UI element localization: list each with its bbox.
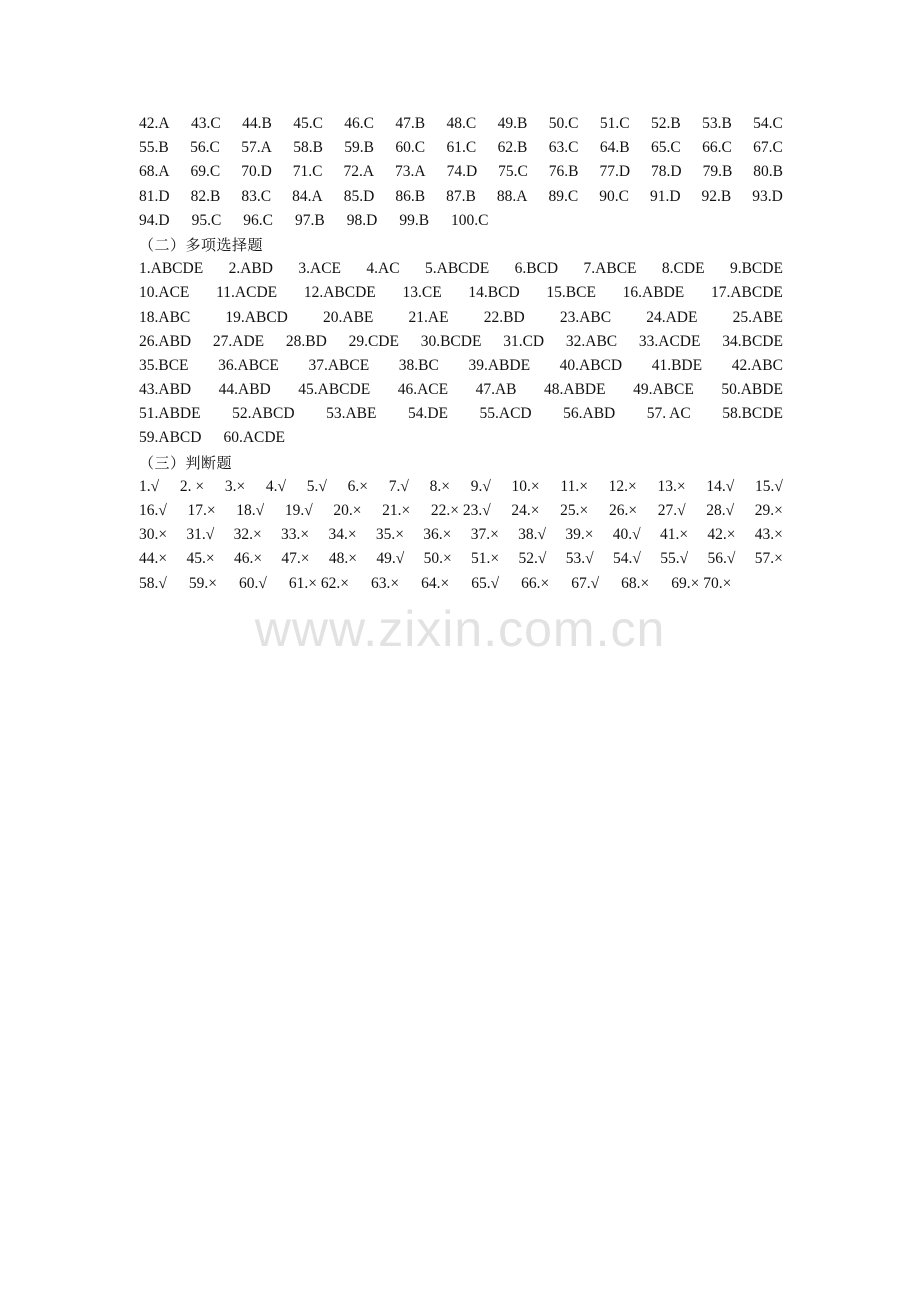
answer-line	[139, 547, 783, 571]
true-false-heading: （三）判断题	[139, 453, 233, 472]
answer-item: 58.BCDE	[722, 405, 783, 423]
answer-item: 43.C	[190, 115, 221, 132]
answer-item: 10.ACE	[139, 284, 190, 302]
answer-item: 56.√	[707, 550, 736, 568]
answer-item: 87.B	[446, 187, 476, 205]
answer-item: 81.D	[139, 187, 170, 205]
answer-item: 48.ABDE	[544, 381, 606, 399]
answer-item: 13.CE	[402, 284, 442, 302]
answer-item: 8.CDE	[661, 260, 705, 278]
answer-item: 99.B	[399, 211, 430, 229]
answer-item: 30.×	[139, 526, 168, 544]
answer-item: 36.ABCE	[218, 356, 279, 374]
answer-item: 1.ABCDE	[139, 260, 204, 278]
answer-item: 18.√	[236, 502, 265, 519]
answer-item: 57.×	[754, 550, 783, 568]
answer-item: 35.BCE	[139, 356, 189, 374]
answer-item: 52.√	[518, 550, 547, 568]
answer-item: 7.ABCE	[583, 260, 637, 278]
answer-item: 74.D	[446, 163, 478, 181]
answer-item: 50.×	[423, 550, 452, 568]
answer-item: 46.×	[233, 550, 263, 568]
answer-item: 80.B	[753, 163, 783, 181]
answer-item: 42.A	[139, 115, 170, 132]
answer-line	[139, 136, 783, 160]
answer-item: 93.D	[752, 187, 783, 205]
answer-item: 50.ABDE	[721, 381, 783, 399]
answer-item: 31.√	[186, 526, 215, 544]
answer-item: 70.D	[241, 163, 272, 181]
answer-item: 60.C	[395, 139, 426, 157]
answer-item: 40.ABCD	[559, 356, 623, 374]
answer-item: 4.√	[265, 477, 287, 495]
answer-item: 33.×	[281, 526, 310, 544]
answer-item: 32.×	[233, 526, 262, 544]
answer-item: 48.×	[328, 550, 357, 568]
answer-item: 59.ABCD	[139, 429, 202, 447]
answer-item: 55.B	[139, 139, 169, 157]
answer-item: 37.×	[470, 526, 499, 544]
answer-item: 72.A	[343, 163, 375, 181]
answer-item: 3.×	[224, 477, 246, 495]
answer-item: 53.B	[702, 115, 732, 132]
answer-item: 55.√	[660, 550, 689, 568]
answer-item: 58.√	[139, 574, 167, 592]
answer-item: 76.B	[548, 163, 579, 181]
answer-line	[139, 523, 783, 547]
answer-item: 90.C	[599, 187, 629, 205]
answer-item: 2. ×	[179, 477, 205, 495]
answer-item: 53.√	[565, 550, 594, 568]
answer-item: 100.C	[451, 211, 489, 229]
answer-item: 57. AC	[646, 405, 691, 423]
answer-item: 20.×	[333, 502, 362, 519]
answer-item: 71.C	[292, 163, 323, 181]
answer-item: 86.B	[395, 187, 426, 205]
answer-item: 23.ABC	[559, 308, 612, 326]
answer-item: 77.D	[599, 163, 631, 181]
answer-item: 9.√	[470, 477, 491, 495]
answer-item: 56.ABD	[563, 405, 616, 423]
answer-item: 45.×	[186, 550, 215, 568]
answer-line	[139, 402, 783, 426]
answer-item: 82.B	[190, 187, 221, 205]
answer-item: 94.D	[139, 211, 170, 229]
answer-item: 15.BCE	[546, 284, 596, 302]
answer-item: 64.×	[421, 574, 450, 592]
answer-item: 31.CD	[503, 332, 545, 350]
answer-item: 6.BCD	[514, 260, 559, 278]
answer-item: 12.×	[608, 477, 637, 495]
answer-line	[139, 499, 783, 523]
answer-item: 32.ABC	[565, 332, 618, 350]
answer-item: 65.√	[471, 574, 500, 592]
answer-item: 14.BCD	[468, 284, 520, 302]
answer-item: 84.A	[292, 187, 323, 205]
answer-item: 83.C	[241, 187, 272, 205]
answer-item: 28.√	[706, 502, 735, 519]
answer-item: 39.×	[565, 526, 594, 544]
answer-item: 61.× 62.×	[288, 574, 350, 592]
answer-item: 42.ABC	[731, 356, 783, 374]
answer-item: 47.AB	[475, 381, 517, 399]
answer-line	[139, 281, 783, 305]
answer-item: 51.×	[471, 550, 500, 568]
answer-item: 19.√	[284, 502, 313, 519]
answer-item: 38.√	[518, 526, 547, 544]
answer-item: 97.B	[295, 211, 325, 229]
answer-item: 68.A	[139, 163, 170, 181]
answer-item: 67.C	[753, 139, 783, 157]
answer-item: 34.BCDE	[722, 332, 783, 350]
answer-item: 51.C	[599, 115, 630, 132]
answer-item: 60.ACDE	[223, 429, 286, 447]
answer-item: 11.ACDE	[216, 284, 278, 302]
answer-item: 27.ADE	[212, 332, 265, 350]
single-choice-section	[139, 112, 783, 233]
answer-item: 60.√	[239, 574, 267, 592]
answer-item: 7.√	[388, 477, 409, 495]
answer-line	[139, 572, 783, 596]
answer-line	[139, 160, 783, 184]
answer-item: 35.×	[375, 526, 404, 544]
answer-item: 24.×	[511, 502, 540, 519]
answer-line	[139, 185, 783, 209]
answer-item: 5.ABCDE	[425, 260, 490, 278]
answer-item: 25.×	[560, 502, 589, 519]
answer-item: 44.B	[242, 115, 272, 132]
answer-line	[139, 257, 783, 281]
answer-item: 54.√	[612, 550, 641, 568]
answer-item: 37.ABCE	[308, 356, 370, 374]
answer-item: 49.B	[497, 115, 528, 132]
answer-item: 65.C	[650, 139, 681, 157]
answer-item: 67.√	[571, 574, 600, 592]
answer-item: 25.ABE	[732, 308, 783, 326]
answer-item: 1.√	[139, 477, 160, 495]
answer-item: 96.C	[243, 211, 274, 229]
answer-item: 47.B	[395, 115, 426, 132]
answer-item: 69.C	[190, 163, 221, 181]
answer-line	[139, 330, 783, 354]
answer-item: 6.×	[347, 477, 369, 495]
answer-item: 79.B	[702, 163, 733, 181]
answer-item: 19.ABCD	[225, 308, 288, 326]
answer-item: 50.C	[548, 115, 579, 132]
answer-item: 54.C	[753, 115, 783, 132]
answer-item: 46.C	[344, 115, 375, 132]
answer-item: 28.BD	[285, 332, 327, 350]
answer-item: 58.B	[293, 139, 323, 157]
answer-item: 22.BD	[483, 308, 525, 326]
answer-item: 18.ABC	[139, 308, 191, 326]
answer-item: 56.C	[190, 139, 220, 157]
answer-item: 26.ABD	[139, 332, 192, 350]
answer-item: 4.AC	[366, 260, 400, 278]
answer-item: 53.ABE	[326, 405, 377, 423]
answer-item: 49.ABCE	[633, 381, 694, 399]
answer-item: 34.×	[328, 526, 357, 544]
multiple-choice-heading: （二）多项选择题	[139, 235, 264, 254]
answer-item: 17.×	[187, 502, 216, 519]
answer-item: 11.×	[560, 477, 588, 495]
answer-item: 95.C	[191, 211, 222, 229]
answer-item: 3.ACE	[298, 260, 341, 278]
answer-line	[139, 426, 783, 450]
answer-item: 55.ACD	[479, 405, 532, 423]
answer-item: 63.×	[371, 574, 400, 592]
answer-item: 78.D	[651, 163, 682, 181]
answer-item: 24.ADE	[646, 308, 698, 326]
answer-item: 44.×	[139, 550, 168, 568]
answer-item: 46.ACE	[397, 381, 449, 399]
answer-item: 43.ABD	[139, 381, 192, 399]
answer-item: 16.√	[139, 502, 167, 519]
answer-item: 59.×	[188, 574, 218, 592]
answer-item: 20.ABE	[323, 308, 374, 326]
answer-item: 68.×	[621, 574, 650, 592]
answer-item: 29.×	[754, 502, 783, 519]
answer-item: 66.×	[521, 574, 550, 592]
answer-item: 73.A	[395, 163, 426, 181]
answer-item: 8.×	[429, 477, 450, 495]
multiple-choice-section	[139, 257, 783, 451]
answer-item: 98.D	[346, 211, 378, 229]
answer-item: 22.× 23.√	[430, 502, 491, 519]
answer-line	[139, 112, 783, 136]
answer-item: 44.ABD	[218, 381, 271, 399]
true-false-section	[139, 475, 783, 596]
answer-item: 57.A	[241, 139, 272, 157]
answer-item: 54.DE	[407, 405, 448, 423]
answer-item: 38.BC	[398, 356, 439, 374]
answer-line	[139, 378, 783, 402]
answer-item: 26.×	[608, 502, 638, 519]
answer-item: 40.√	[612, 526, 641, 544]
answer-item: 33.ACDE	[638, 332, 701, 350]
answer-item: 63.C	[548, 139, 579, 157]
answer-line	[139, 354, 783, 378]
answer-line	[139, 475, 783, 499]
answer-item: 21.AE	[408, 308, 449, 326]
answer-item: 2.ABD	[228, 260, 273, 278]
answer-item: 41.×	[659, 526, 689, 544]
answer-item: 85.D	[343, 187, 375, 205]
answer-item: 29.CDE	[348, 332, 399, 350]
answer-item: 51.ABDE	[139, 405, 201, 423]
watermark: www.zixin.com.cn	[254, 601, 666, 657]
answer-item: 88.A	[496, 187, 528, 205]
answer-item: 49.√	[376, 550, 405, 568]
answer-item: 66.C	[702, 139, 732, 157]
answer-item: 30.BCDE	[420, 332, 482, 350]
answer-item: 69.× 70.×	[671, 574, 732, 592]
answer-item: 41.BDE	[651, 356, 703, 374]
answer-item: 59.B	[344, 139, 375, 157]
answer-item: 15.√	[754, 477, 783, 495]
answer-item: 52.B	[650, 115, 681, 132]
answer-item: 42.×	[707, 526, 736, 544]
answer-item: 45.C	[293, 115, 323, 132]
answer-item: 43.×	[754, 526, 783, 544]
answer-item: 14.√	[706, 477, 735, 495]
answer-item: 52.ABCD	[232, 405, 295, 423]
answer-item: 27.√	[657, 502, 686, 519]
answer-item: 36.×	[423, 526, 452, 544]
answer-item: 92.B	[701, 187, 732, 205]
answer-item: 13.×	[657, 477, 686, 495]
answer-item: 17.ABCDE	[710, 284, 783, 302]
answer-item: 62.B	[497, 139, 528, 157]
answer-item: 16.ABDE	[622, 284, 685, 302]
answer-item: 39.ABDE	[468, 356, 531, 374]
answer-item: 9.BCDE	[729, 260, 783, 278]
answer-item: 75.C	[498, 163, 528, 181]
answer-key	[139, 112, 783, 596]
answer-item: 61.C	[446, 139, 477, 157]
answer-item: 10.×	[511, 477, 540, 495]
answer-item: 89.C	[548, 187, 579, 205]
answer-line	[139, 209, 783, 233]
answer-item: 47.×	[281, 550, 310, 568]
answer-item: 91.D	[649, 187, 681, 205]
answer-item: 12.ABCDE	[303, 284, 376, 302]
answer-line	[139, 306, 783, 330]
answer-item: 64.B	[599, 139, 630, 157]
answer-item: 45.ABCDE	[298, 381, 371, 399]
answer-item: 5.√	[306, 477, 327, 495]
answer-item: 48.C	[446, 115, 477, 132]
answer-item: 21.×	[382, 502, 411, 519]
